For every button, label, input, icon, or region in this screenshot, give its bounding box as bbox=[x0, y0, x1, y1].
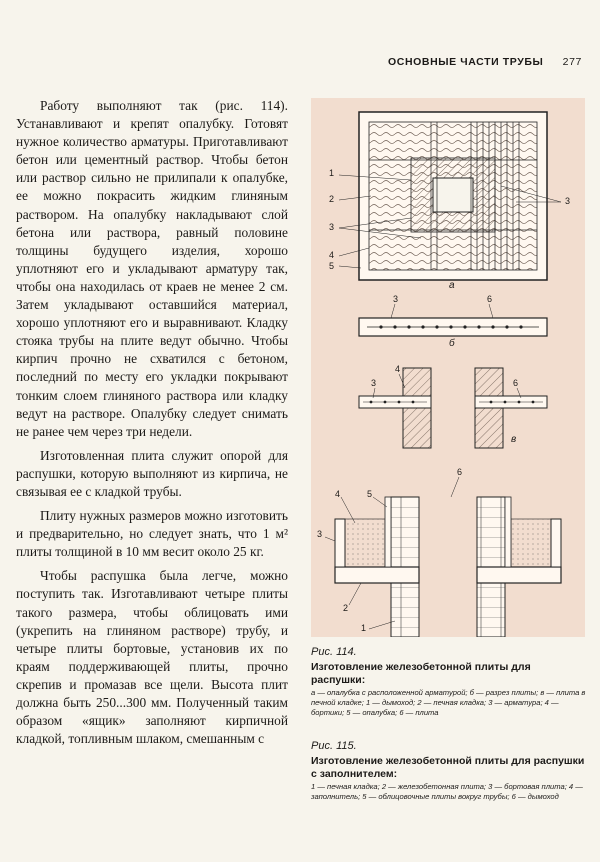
paragraph: Плиту нужных размеров можно изготовить и предварительно, но следует знать, что 1 м² плиты толщиной в 10 мм весит около 25 кг. bbox=[16, 508, 288, 560]
fig114-label-1: 1 bbox=[329, 168, 335, 178]
caption-number: Рис. 115. bbox=[311, 740, 357, 752]
paragraph: Работу выполняют так (рис. 114). Устанавливают и крепят опалубку. Готовят нужное количество арматуры. Приготавливают бетон или цементный раствор. Чтобы бетон или раствор сильно не прилипали к опалубке, ее можно покрасить жидким глиняным раствором. На опалубку накладывают слой бетона или раствора, равный половине толщины будущего изделия, хорошо уплотняют его и укладывают арматуру так, чтобы она находилась от краев не менее 2 см. Затем укладывают оставшийся материал, хорошо уплотняют его и выравнивают. Кладку стояка трубы на плите ведут обычно. Чтобы кирпич прочно не схватился с бетоном, последний по месту его укладки покрывают тонким слоем глиняного раствора или кладку ведут на растворе. Опалубку следует снимать не ранее чем через три недели. bbox=[16, 98, 288, 439]
paragraph: Чтобы распушка была легче, можно поступить так. Изготавливают четыре плиты такого размера, чтобы облицовать ими (укрепить на глиняном растворе) трубу, и четыре плиты бортовые, установив их по краям поддерживающей плиты, прочно скрепив и промазав все щели. Высота плит должна быть 250...300 мм. Полученный таким образом «ящик» заполняют кирпичной кладкой, топливным шлаком, смешанным с bbox=[16, 568, 288, 747]
fig114-label-3d: 3 bbox=[371, 378, 377, 388]
fig115-label-5: 5 bbox=[367, 489, 373, 499]
fig114-label-6b: 6 bbox=[513, 378, 519, 388]
caption-legend: а — опалубка с расположенной арматурой; б — разрез плиты; в — плита в печной кладке; 1 — дымоход; 2 — печная кладка; 3 — арматура; 4 — бортики; 5 — опалубка; 6 — плита bbox=[311, 688, 586, 717]
fig115-label-6: 6 bbox=[457, 467, 463, 477]
caption-title: Изготовление железобетонной плиты для распушки: bbox=[311, 661, 531, 686]
view-v bbox=[359, 368, 547, 448]
fig114-label-a: а bbox=[449, 280, 455, 291]
running-title: ОСНОВНЫЕ ЧАСТИ ТРУБЫ bbox=[388, 56, 544, 68]
fig114-label-b: б bbox=[449, 338, 455, 349]
view-a bbox=[339, 112, 561, 280]
fig114-label-3c: 3 bbox=[393, 294, 399, 304]
caption-number: Рис. 114. bbox=[311, 646, 357, 658]
fig114-label-3: 3 bbox=[329, 222, 335, 232]
caption-fig-114 bbox=[311, 646, 587, 718]
view-b bbox=[359, 304, 547, 336]
figure-114-drawing bbox=[311, 98, 585, 460]
caption-legend: 1 — печная кладка; 2 — железобетонная плита; 3 — бортовая плита; 4 — заполнитель; 5 — облицовочные плиты вокруг трубы; 6 — дымоход bbox=[311, 782, 583, 801]
fig114-label-5: 5 bbox=[329, 261, 335, 271]
fig115-label-3: 3 bbox=[317, 529, 323, 539]
caption-title: Изготовление железобетонной плиты для распушки с заполнителем: bbox=[311, 755, 585, 780]
page-number: 277 bbox=[562, 56, 582, 68]
fig115-label-2: 2 bbox=[343, 603, 349, 613]
caption-fig-115 bbox=[311, 740, 587, 802]
body-text bbox=[16, 97, 288, 754]
figure-115-drawing bbox=[311, 457, 585, 637]
fig114-label-3b: 3 bbox=[565, 196, 571, 206]
figure-114 bbox=[311, 98, 585, 460]
fig114-label-4b: 4 bbox=[395, 364, 401, 374]
fig114-label-6: 6 bbox=[487, 294, 493, 304]
figure-115 bbox=[311, 457, 585, 637]
fig114-label-v: в bbox=[511, 434, 517, 445]
fig115-label-4: 4 bbox=[335, 489, 341, 499]
running-header bbox=[388, 56, 582, 68]
fig114-label-4: 4 bbox=[329, 250, 335, 260]
fig115-label-1: 1 bbox=[361, 623, 367, 633]
fig114-label-2: 2 bbox=[329, 194, 335, 204]
paragraph: Изготовленная плита служит опорой для распушки, которую выполняют из кирпича, не связывая ее с кладкой трубы. bbox=[16, 447, 288, 499]
